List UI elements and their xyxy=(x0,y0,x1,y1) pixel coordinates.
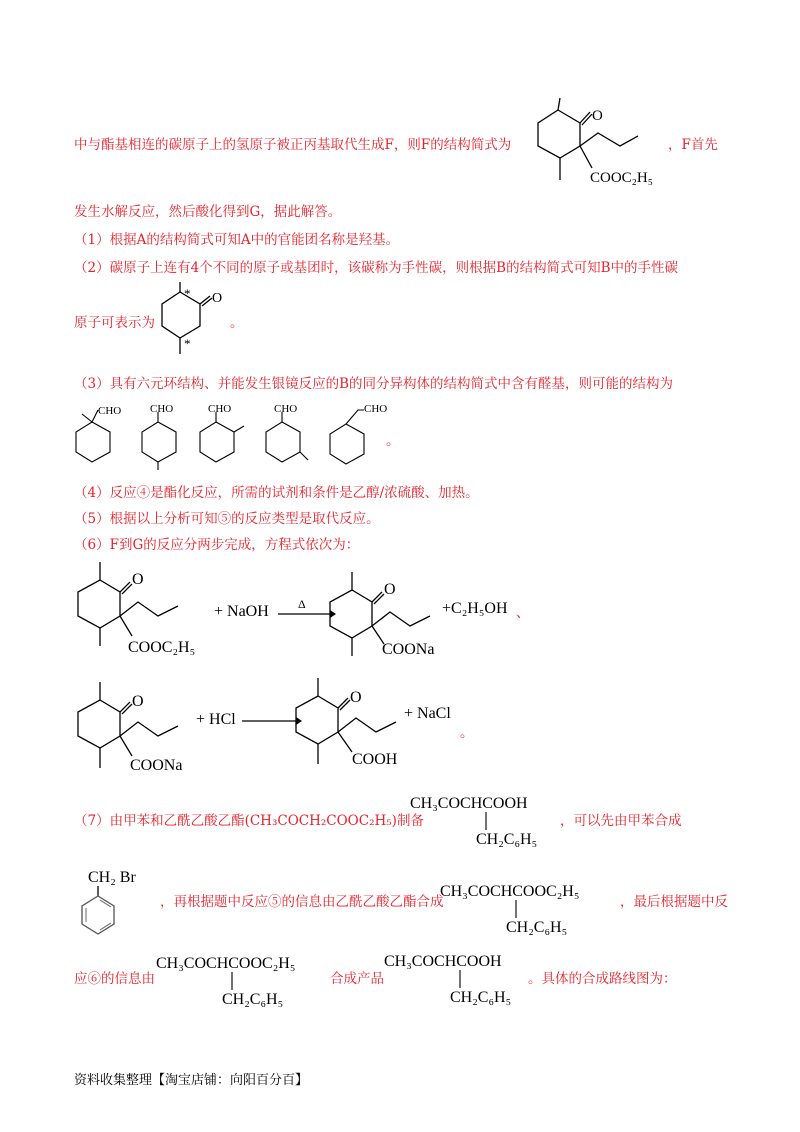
separator: 、 xyxy=(516,605,530,621)
chem-label: CHO xyxy=(150,403,174,415)
answer-1: （1）根据A的结构简式可知A中的官能团名称是羟基。 xyxy=(74,232,400,248)
eq1-product xyxy=(322,570,472,670)
answer-4: （4）反应④是酯化反应，所需的试剂和条件是乙醇/浓硫酸、加热。 xyxy=(74,485,479,501)
eq2-product xyxy=(288,676,438,776)
text-line: 应⑥的信息由 xyxy=(74,971,155,987)
structure-b-chiral xyxy=(158,282,238,362)
answer-2: （2）碳原子上连有4个不同的原子或基团时，该碳称为手性碳，则根据B的结构简式可知B中的手性碳 xyxy=(74,260,679,276)
chem-label: CH₃COCHCOOH xyxy=(410,795,528,812)
ethanol-label: +C₂H₅OH xyxy=(442,600,508,617)
chem-label: O xyxy=(132,693,144,710)
chem-label: CHO xyxy=(364,403,388,415)
chem-label: CH₂C₆H₅ xyxy=(506,919,568,936)
chem-label: COONa xyxy=(130,757,183,774)
chem-label: CHO xyxy=(274,403,298,415)
chiral-star: * xyxy=(184,336,191,351)
chem-label: CH₃COCHCOOC₂H₅ xyxy=(440,883,580,900)
naoh-label: + NaOH xyxy=(214,603,269,620)
chem-label: CH₂C₆H₅ xyxy=(450,989,512,1006)
nacl-label: + NaCl xyxy=(404,705,451,722)
text-line: ，F首先 xyxy=(668,137,718,153)
oxygen-label: O xyxy=(592,108,603,124)
answer-5: （5）根据以上分析可知⑤的反应类型是取代反应。 xyxy=(74,511,380,527)
answer-7: （7）由甲苯和乙酰乙酸乙酯(CH₃COCH₂COOC₂H₅)制备 xyxy=(74,813,424,829)
period: 。 xyxy=(460,725,474,741)
product-structure xyxy=(410,792,570,848)
ester-structure xyxy=(440,880,620,936)
chem-label: O xyxy=(384,581,396,598)
chem-label: CHO xyxy=(98,405,122,417)
period: 。 xyxy=(386,433,400,449)
answer-6: （6）F到G的反应分两步完成，方程式依次为： xyxy=(74,537,360,553)
structure-f xyxy=(520,88,680,188)
eq2-reactant xyxy=(70,680,220,780)
eq1-reactant xyxy=(70,560,220,660)
chem-label: CH₃COCHCOOH xyxy=(384,953,502,970)
hcl-label: + HCl xyxy=(196,711,236,728)
chem-label: CH₂ Br xyxy=(88,869,136,886)
text-line: ，最后根据题中反 xyxy=(620,894,728,910)
chem-label: O xyxy=(212,291,223,306)
answer-3: （3）具有六元环结构、并能发生银镜反应的B的同分异构体的结构简式中含有醛基，则可能的结构为 xyxy=(74,376,674,392)
text-line: ，可以先由甲苯合成 xyxy=(560,813,682,829)
chem-label: CH₂C₆H₅ xyxy=(222,991,284,1008)
chem-label: O xyxy=(132,571,144,588)
text-line: 发生水解反应，然后酸化得到G，据此解答。 xyxy=(74,204,342,220)
text-line: 中与酯基相连的碳原子上的氢原子被正丙基取代生成F，则F的结构简式为 xyxy=(74,137,512,153)
product-structure xyxy=(384,950,544,1006)
isomer-structures xyxy=(74,400,404,470)
chiral-star: * xyxy=(184,286,191,301)
chem-label: COONa xyxy=(382,641,435,658)
chem-label: Δ xyxy=(298,597,306,611)
ester-structure xyxy=(156,952,336,1008)
text-line: 合成产品 xyxy=(330,971,384,987)
chem-label: O xyxy=(350,689,362,706)
chem-label: CHO xyxy=(208,403,232,415)
chem-label: CH₃COCHCOOC₂H₅ xyxy=(156,955,296,972)
footer-note: 资料收集整理【淘宝店铺：向阳百分百】 xyxy=(74,1073,309,1088)
period: 。 xyxy=(230,315,244,331)
chem-label: COOC₂H₅ xyxy=(128,639,196,656)
ester-label: COOC₂H₅ xyxy=(590,170,653,186)
answer-2-cont: 原子可表示为 xyxy=(74,315,155,331)
benzyl-bromide xyxy=(74,866,154,938)
chem-label: CH₂C₆H₅ xyxy=(476,831,538,848)
chem-label: COOH xyxy=(352,751,398,768)
text-line: 。具体的合成路线图为： xyxy=(528,971,677,987)
text-line: ，再根据题中反应⑤的信息由乙酰乙酸乙酯合成 xyxy=(160,894,444,910)
